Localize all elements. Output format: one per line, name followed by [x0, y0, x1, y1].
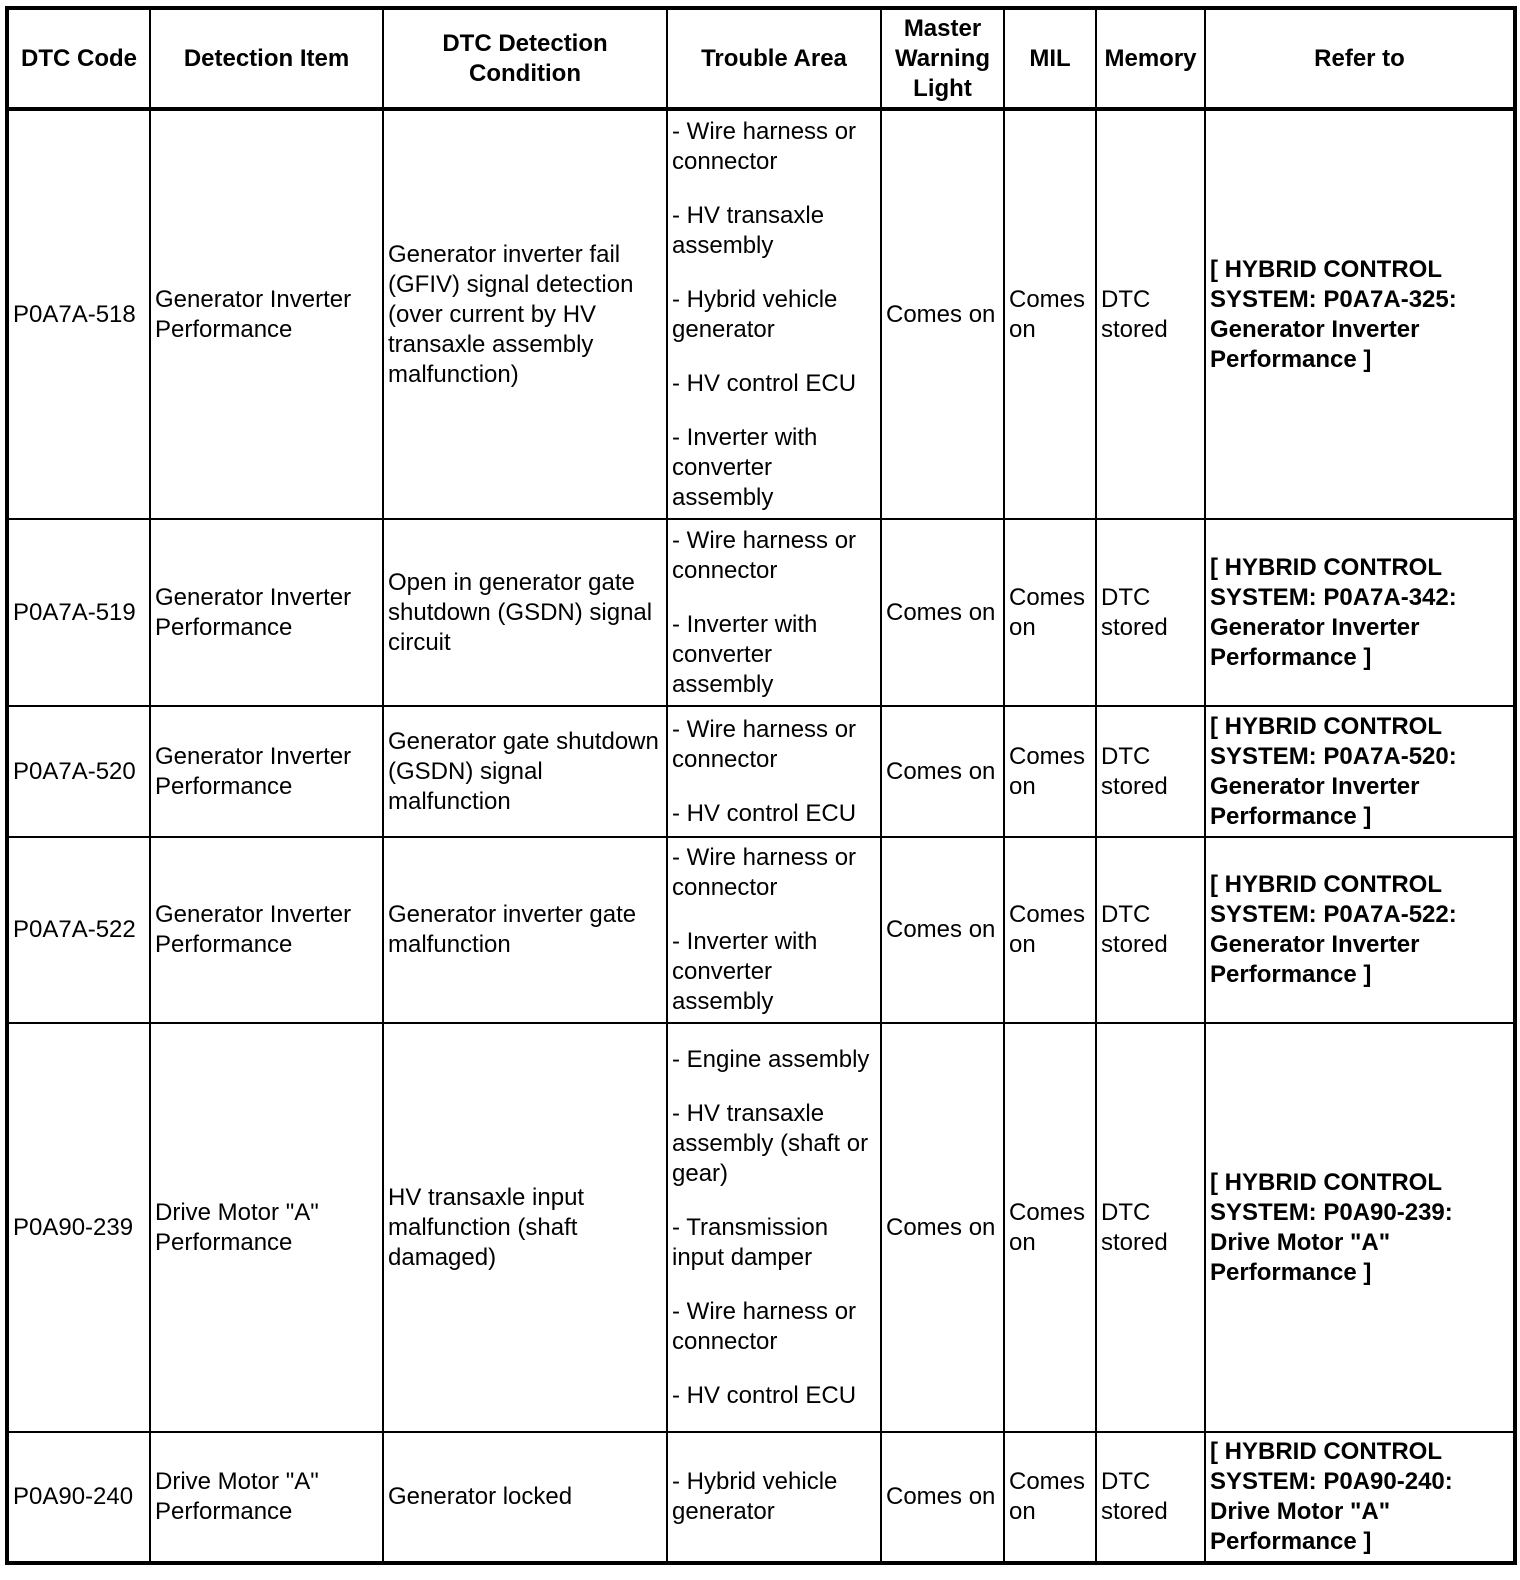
detection-item-cell: Generator Inverter Performance [150, 837, 383, 1023]
refer-to-link[interactable]: [ HYBRID CONTROL SYSTEM: P0A90-239: Drive Motor "A" Performance ] [1205, 1023, 1515, 1432]
mil-cell: Comes on [1004, 519, 1096, 706]
mil-cell: Comes on [1004, 1432, 1096, 1563]
header-row [7, 8, 1515, 109]
memory-cell: DTC stored [1096, 109, 1205, 519]
detection-item-cell: Drive Motor "A" Performance [150, 1023, 383, 1432]
header-detection-condition: DTC Detection Condition [383, 8, 667, 109]
trouble-area-item: - Inverter with converter assembly [672, 610, 818, 698]
refer-to-link[interactable]: [ HYBRID CONTROL SYSTEM: P0A90-240: Drive Motor "A" Performance ] [1205, 1432, 1515, 1563]
table-row [7, 519, 1515, 706]
master-warning-light-cell: Comes on [881, 519, 1004, 706]
header-dtc-code: DTC Code [7, 8, 150, 109]
trouble-area-cell [667, 706, 881, 837]
header-detection-item: Detection Item [150, 8, 383, 109]
trouble-area-cell [667, 109, 881, 519]
detection-item-cell: Generator Inverter Performance [150, 109, 383, 519]
mil-cell: Comes on [1004, 109, 1096, 519]
refer-to-link[interactable]: [ HYBRID CONTROL SYSTEM: P0A7A-520: Generator Inverter Performance ] [1205, 706, 1515, 837]
table-row [7, 837, 1515, 1023]
header-trouble-area: Trouble Area [667, 8, 881, 109]
dtc-code-cell: P0A7A-520 [7, 706, 150, 837]
detection-item-cell: Generator Inverter Performance [150, 706, 383, 837]
header-refer-to: Refer to [1205, 8, 1515, 109]
trouble-area-item: - Wire harness or connector [672, 117, 857, 175]
mil-cell: Comes on [1004, 837, 1096, 1023]
master-warning-light-cell: Comes on [881, 1432, 1004, 1563]
table-row [7, 109, 1515, 519]
trouble-area-item: - HV transaxle assembly [672, 201, 825, 259]
memory-cell: DTC stored [1096, 837, 1205, 1023]
detection-item-cell: Generator Inverter Performance [150, 519, 383, 706]
trouble-area-cell [667, 1023, 881, 1432]
memory-cell: DTC stored [1096, 1023, 1205, 1432]
trouble-area-item: - HV control ECU [672, 369, 857, 397]
table-row [7, 1432, 1515, 1563]
detection-condition-cell: Generator inverter fail (GFIV) signal detection (over current by HV transaxle assembly malfunction) [383, 109, 667, 519]
master-warning-light-cell: Comes on [881, 837, 1004, 1023]
dtc-code-cell: P0A90-239 [7, 1023, 150, 1432]
memory-cell: DTC stored [1096, 519, 1205, 706]
dtc-code-cell: P0A90-240 [7, 1432, 150, 1563]
trouble-area-item: - HV control ECU [672, 1381, 857, 1409]
trouble-area-item: - HV transaxle assembly (shaft or gear) [672, 1099, 869, 1187]
refer-to-link[interactable]: [ HYBRID CONTROL SYSTEM: P0A7A-342: Generator Inverter Performance ] [1205, 519, 1515, 706]
master-warning-light-cell: Comes on [881, 706, 1004, 837]
mil-cell: Comes on [1004, 706, 1096, 837]
trouble-area-item: - Engine assembly [672, 1045, 870, 1073]
mil-cell: Comes on [1004, 1023, 1096, 1432]
memory-cell: DTC stored [1096, 706, 1205, 837]
header-mil: MIL [1004, 8, 1096, 109]
trouble-area-item: - Hybrid vehicle generator [672, 285, 838, 343]
refer-to-link[interactable]: [ HYBRID CONTROL SYSTEM: P0A7A-325: Generator Inverter Performance ] [1205, 109, 1515, 519]
detection-condition-cell: HV transaxle input malfunction (shaft damaged) [383, 1023, 667, 1432]
trouble-area-cell [667, 1432, 881, 1563]
dtc-code-cell: P0A7A-519 [7, 519, 150, 706]
detection-condition-cell: Generator inverter gate malfunction [383, 837, 667, 1023]
trouble-area-item: - Wire harness or connector [672, 844, 857, 901]
memory-cell: DTC stored [1096, 1432, 1205, 1563]
dtc-table [5, 6, 1517, 1565]
detection-item-cell: Drive Motor "A" Performance [150, 1432, 383, 1563]
trouble-area-item: - Wire harness or connector [672, 526, 857, 584]
trouble-area-cell [667, 837, 881, 1023]
detection-condition-cell: Generator gate shutdown (GSDN) signal malfunction [383, 706, 667, 837]
dtc-code-cell: P0A7A-522 [7, 837, 150, 1023]
trouble-area-item: - HV control ECU [672, 799, 857, 827]
trouble-area-item: - Inverter with converter assembly [672, 928, 818, 1015]
detection-condition-cell: Open in generator gate shutdown (GSDN) signal circuit [383, 519, 667, 706]
trouble-area-item: - Wire harness or connector [672, 715, 857, 773]
header-memory: Memory [1096, 8, 1205, 109]
dtc-code-cell: P0A7A-518 [7, 109, 150, 519]
table-row [7, 706, 1515, 837]
trouble-area-item: - Hybrid vehicle generator [672, 1468, 838, 1525]
table-row [7, 1023, 1515, 1432]
trouble-area-item: - Inverter with converter assembly [672, 423, 818, 511]
detection-condition-cell: Generator locked [383, 1432, 667, 1563]
trouble-area-item: - Wire harness or connector [672, 1297, 857, 1355]
master-warning-light-cell: Comes on [881, 1023, 1004, 1432]
trouble-area-cell [667, 519, 881, 706]
dtc-table-container [5, 6, 1517, 1565]
master-warning-light-cell: Comes on [881, 109, 1004, 519]
trouble-area-item: - Transmission input damper [672, 1213, 829, 1271]
header-master-warning-light: Master Warning Light [881, 8, 1004, 109]
refer-to-link[interactable]: [ HYBRID CONTROL SYSTEM: P0A7A-522: Generator Inverter Performance ] [1205, 837, 1515, 1023]
